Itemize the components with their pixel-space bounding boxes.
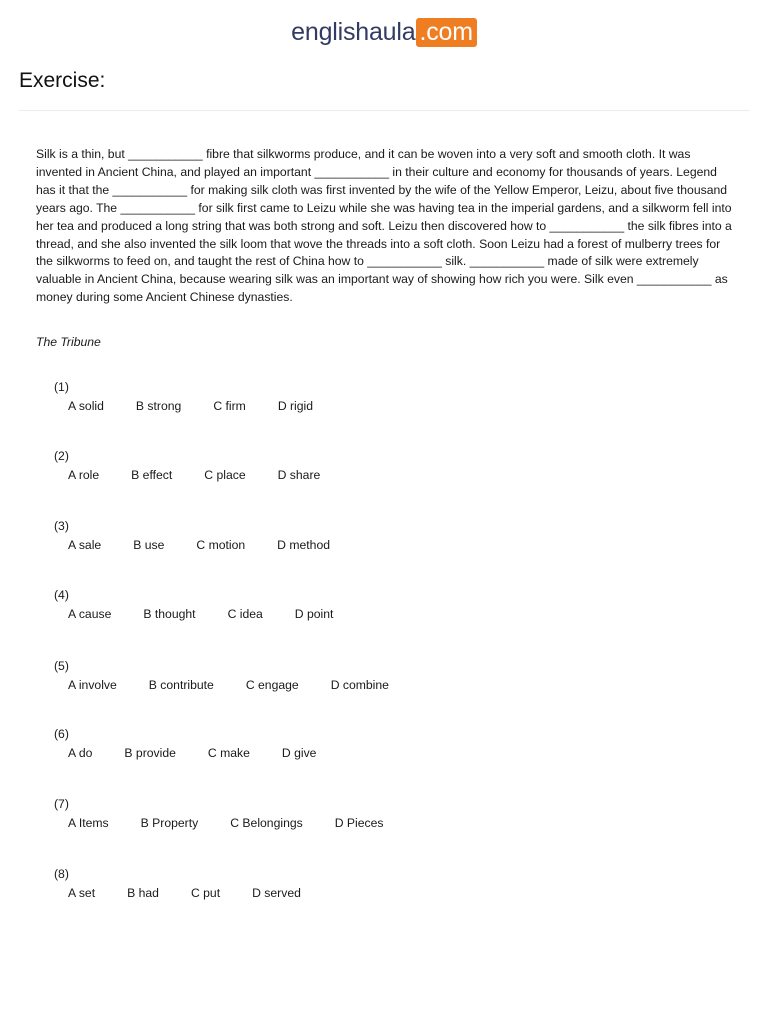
option-d: D combine	[330, 678, 389, 692]
option-b: B contribute	[148, 678, 214, 692]
option-c: C motion	[196, 538, 246, 552]
answer-options	[54, 397, 313, 415]
question-number: (6)	[54, 727, 69, 741]
site-logo[interactable]	[0, 16, 768, 48]
option-d: D give	[281, 746, 317, 760]
option-d: D share	[277, 468, 321, 482]
option-c: C idea	[227, 607, 263, 621]
option-b: B Property	[140, 816, 199, 830]
question-number: (7)	[54, 797, 69, 811]
option-c: C firm	[213, 399, 246, 413]
option-a: A involve	[68, 678, 117, 692]
question-5	[54, 657, 389, 694]
option-a: A cause	[68, 607, 112, 621]
question-number: (8)	[54, 867, 69, 881]
option-c: C Belongings	[230, 816, 303, 830]
logo-domain-badge: .com	[416, 18, 476, 47]
question-number: (4)	[54, 588, 69, 602]
header-divider	[19, 110, 750, 111]
option-b: B use	[133, 538, 165, 552]
question-3	[54, 517, 330, 554]
answer-options	[54, 814, 384, 832]
option-d: D served	[252, 886, 301, 900]
question-2	[54, 447, 320, 484]
option-d: D Pieces	[334, 816, 384, 830]
option-d: D method	[277, 538, 330, 552]
question-number: (1)	[54, 380, 69, 394]
question-4	[54, 586, 333, 623]
option-b: B effect	[131, 468, 173, 482]
question-number: (2)	[54, 449, 69, 463]
option-d: D point	[294, 607, 334, 621]
question-6	[54, 725, 316, 762]
answer-options	[54, 536, 330, 554]
option-c: C place	[204, 468, 246, 482]
answer-options	[54, 744, 316, 762]
option-a: A solid	[68, 399, 104, 413]
option-b: B thought	[143, 607, 196, 621]
passage-source: The Tribune	[36, 335, 101, 349]
answer-options	[54, 676, 389, 694]
question-number: (5)	[54, 659, 69, 673]
option-a: A do	[68, 746, 93, 760]
exercise-passage: Silk is a thin, but ___________ fibre that silkworms produce, and it can be woven into a very soft and smooth cloth. It was invented in Ancient China, and played an important ___________ in their culture and economy for thousands of years. Legend has it that the ___________ for making silk cloth was first invented by the wife of the Yellow Emperor, Leizu, about five thousand years ago. The ___________ for silk first came to Leizu while she was having tea in the imperial gardens, and a silkworm fell into her tea and produced a long string that was both strong and soft. Leizu then discovered how to ___________ the silk fibres into a thread, and she also invented the silk loom that wove the threads into a soft cloth. Soon Leizu had a forest of mulberry trees for the silkworms to feed on, and taught the rest of China how to ___________ silk. ___________ made of silk were extremely valuable in Ancient China, because wearing silk was an important way of showing how rich you were. Silk even ___________ as money during some Ancient Chinese dynasties.	[36, 147, 732, 305]
option-c: C make	[207, 746, 250, 760]
question-7	[54, 795, 384, 832]
question-1	[54, 378, 313, 415]
option-a: A Items	[68, 816, 109, 830]
option-d: D rigid	[277, 399, 314, 413]
answer-options	[54, 605, 333, 623]
question-8	[54, 865, 301, 902]
option-c: C engage	[245, 678, 299, 692]
option-a: A set	[68, 886, 96, 900]
option-b: B provide	[124, 746, 176, 760]
logo-wordmark: englishaula	[291, 18, 416, 46]
option-b: B strong	[135, 399, 182, 413]
option-b: B had	[127, 886, 159, 900]
option-c: C put	[190, 886, 221, 900]
option-a: A role	[68, 468, 100, 482]
answer-options	[54, 884, 301, 902]
page-title: Exercise:	[19, 69, 106, 92]
answer-options	[54, 466, 320, 484]
option-a: A sale	[68, 538, 102, 552]
question-number: (3)	[54, 519, 69, 533]
